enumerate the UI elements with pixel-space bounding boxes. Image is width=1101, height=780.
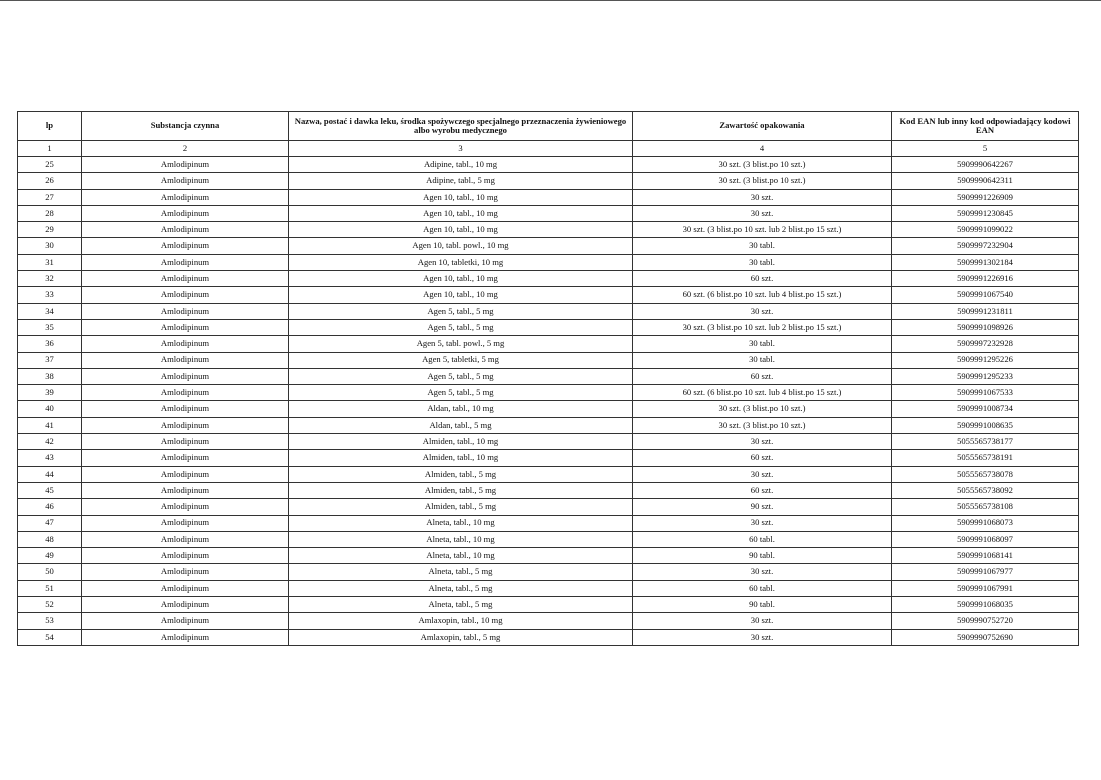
table-row bbox=[18, 629, 1079, 645]
cell-package-content: 30 tabl. bbox=[633, 254, 892, 270]
cell-product-name: Amlaxopin, tabl., 10 mg bbox=[289, 613, 633, 629]
page-top-rule bbox=[0, 0, 1101, 1]
cell-lp: 39 bbox=[18, 385, 82, 401]
cell-lp: 38 bbox=[18, 368, 82, 384]
header-lp: lp bbox=[18, 112, 82, 141]
cell-active-substance: Amlodipinum bbox=[82, 336, 289, 352]
cell-package-content: 30 szt. bbox=[633, 466, 892, 482]
cell-package-content: 60 szt. (6 blist.po 10 szt. lub 4 blist.po 15 szt.) bbox=[633, 287, 892, 303]
cell-active-substance: Amlodipinum bbox=[82, 401, 289, 417]
cell-active-substance: Amlodipinum bbox=[82, 597, 289, 613]
cell-product-name: Agen 5, tabl., 5 mg bbox=[289, 385, 633, 401]
cell-ean-code: 5909991226909 bbox=[892, 189, 1079, 205]
cell-ean-code: 5909991295226 bbox=[892, 352, 1079, 368]
cell-package-content: 30 szt. bbox=[633, 613, 892, 629]
cell-ean-code: 5909990752690 bbox=[892, 629, 1079, 645]
cell-active-substance: Amlodipinum bbox=[82, 189, 289, 205]
cell-ean-code: 5909991302184 bbox=[892, 254, 1079, 270]
cell-ean-code: 5909991067991 bbox=[892, 580, 1079, 596]
cell-active-substance: Amlodipinum bbox=[82, 613, 289, 629]
cell-package-content: 60 szt. bbox=[633, 482, 892, 498]
cell-product-name: Almiden, tabl., 5 mg bbox=[289, 499, 633, 515]
cell-lp: 43 bbox=[18, 450, 82, 466]
cell-package-content: 90 tabl. bbox=[633, 548, 892, 564]
cell-package-content: 30 szt. bbox=[633, 205, 892, 221]
cell-product-name: Agen 10, tabl., 10 mg bbox=[289, 189, 633, 205]
cell-ean-code: 5055565738177 bbox=[892, 434, 1079, 450]
cell-product-name: Almiden, tabl., 10 mg bbox=[289, 434, 633, 450]
cell-product-name: Almiden, tabl., 10 mg bbox=[289, 450, 633, 466]
cell-package-content: 90 szt. bbox=[633, 499, 892, 515]
cell-active-substance: Amlodipinum bbox=[82, 548, 289, 564]
table-header-row bbox=[18, 112, 1079, 141]
cell-lp: 30 bbox=[18, 238, 82, 254]
table-row bbox=[18, 336, 1079, 352]
header-ean-code: Kod EAN lub inny kod odpowiadający kodowi EAN bbox=[892, 112, 1079, 141]
cell-active-substance: Amlodipinum bbox=[82, 417, 289, 433]
cell-product-name: Aldan, tabl., 5 mg bbox=[289, 417, 633, 433]
column-number: 5 bbox=[892, 141, 1079, 157]
cell-active-substance: Amlodipinum bbox=[82, 222, 289, 238]
cell-package-content: 30 szt. (3 blist.po 10 szt. lub 2 blist.po 15 szt.) bbox=[633, 222, 892, 238]
cell-product-name: Agen 5, tabl. powl., 5 mg bbox=[289, 336, 633, 352]
cell-lp: 29 bbox=[18, 222, 82, 238]
cell-lp: 36 bbox=[18, 336, 82, 352]
cell-active-substance: Amlodipinum bbox=[82, 564, 289, 580]
table-row bbox=[18, 303, 1079, 319]
table-row bbox=[18, 450, 1079, 466]
cell-lp: 41 bbox=[18, 417, 82, 433]
cell-active-substance: Amlodipinum bbox=[82, 450, 289, 466]
cell-ean-code: 5909991068073 bbox=[892, 515, 1079, 531]
cell-product-name: Agen 10, tabletki, 10 mg bbox=[289, 254, 633, 270]
cell-ean-code: 5909991226916 bbox=[892, 271, 1079, 287]
drug-list-table bbox=[17, 111, 1079, 646]
cell-package-content: 30 szt. (3 blist.po 10 szt.) bbox=[633, 401, 892, 417]
cell-package-content: 30 szt. (3 blist.po 10 szt.) bbox=[633, 157, 892, 173]
cell-product-name: Agen 5, tabl., 5 mg bbox=[289, 319, 633, 335]
cell-lp: 53 bbox=[18, 613, 82, 629]
cell-product-name: Adipine, tabl., 5 mg bbox=[289, 173, 633, 189]
cell-lp: 52 bbox=[18, 597, 82, 613]
table-row bbox=[18, 319, 1079, 335]
table-row bbox=[18, 287, 1079, 303]
cell-ean-code: 5055565738078 bbox=[892, 466, 1079, 482]
cell-product-name: Alneta, tabl., 10 mg bbox=[289, 515, 633, 531]
cell-product-name: Adipine, tabl., 10 mg bbox=[289, 157, 633, 173]
cell-active-substance: Amlodipinum bbox=[82, 173, 289, 189]
cell-active-substance: Amlodipinum bbox=[82, 303, 289, 319]
cell-lp: 27 bbox=[18, 189, 82, 205]
cell-package-content: 30 szt. bbox=[633, 629, 892, 645]
cell-product-name: Agen 10, tabl., 10 mg bbox=[289, 271, 633, 287]
table-row bbox=[18, 613, 1079, 629]
cell-lp: 37 bbox=[18, 352, 82, 368]
table-row bbox=[18, 548, 1079, 564]
column-number: 4 bbox=[633, 141, 892, 157]
cell-ean-code: 5909997232928 bbox=[892, 336, 1079, 352]
table-row bbox=[18, 531, 1079, 547]
cell-ean-code: 5909991067977 bbox=[892, 564, 1079, 580]
cell-ean-code: 5055565738108 bbox=[892, 499, 1079, 515]
cell-package-content: 60 szt. bbox=[633, 271, 892, 287]
cell-active-substance: Amlodipinum bbox=[82, 271, 289, 287]
cell-active-substance: Amlodipinum bbox=[82, 319, 289, 335]
cell-lp: 47 bbox=[18, 515, 82, 531]
table-row bbox=[18, 482, 1079, 498]
table-row bbox=[18, 597, 1079, 613]
cell-package-content: 30 szt. bbox=[633, 515, 892, 531]
cell-package-content: 60 tabl. bbox=[633, 580, 892, 596]
table-row bbox=[18, 385, 1079, 401]
table-row bbox=[18, 238, 1079, 254]
cell-active-substance: Amlodipinum bbox=[82, 629, 289, 645]
table-row bbox=[18, 515, 1079, 531]
cell-active-substance: Amlodipinum bbox=[82, 531, 289, 547]
column-number: 3 bbox=[289, 141, 633, 157]
cell-ean-code: 5909991230845 bbox=[892, 205, 1079, 221]
cell-active-substance: Amlodipinum bbox=[82, 352, 289, 368]
cell-active-substance: Amlodipinum bbox=[82, 368, 289, 384]
cell-active-substance: Amlodipinum bbox=[82, 254, 289, 270]
cell-product-name: Almiden, tabl., 5 mg bbox=[289, 482, 633, 498]
cell-lp: 46 bbox=[18, 499, 82, 515]
cell-package-content: 30 szt. (3 blist.po 10 szt.) bbox=[633, 173, 892, 189]
table-body bbox=[18, 157, 1079, 646]
cell-product-name: Agen 10, tabl., 10 mg bbox=[289, 205, 633, 221]
cell-ean-code: 5909991067540 bbox=[892, 287, 1079, 303]
cell-product-name: Alneta, tabl., 5 mg bbox=[289, 597, 633, 613]
table-row bbox=[18, 564, 1079, 580]
cell-package-content: 30 szt. (3 blist.po 10 szt. lub 2 blist.po 15 szt.) bbox=[633, 319, 892, 335]
table-row bbox=[18, 466, 1079, 482]
cell-package-content: 30 tabl. bbox=[633, 238, 892, 254]
cell-product-name: Aldan, tabl., 10 mg bbox=[289, 401, 633, 417]
cell-package-content: 30 tabl. bbox=[633, 336, 892, 352]
table-column-number-row bbox=[18, 141, 1079, 157]
cell-product-name: Agen 5, tabl., 5 mg bbox=[289, 368, 633, 384]
cell-product-name: Amlaxopin, tabl., 5 mg bbox=[289, 629, 633, 645]
table-row bbox=[18, 173, 1079, 189]
table-row bbox=[18, 401, 1079, 417]
cell-ean-code: 5909991098926 bbox=[892, 319, 1079, 335]
cell-product-name: Alneta, tabl., 10 mg bbox=[289, 548, 633, 564]
column-number: 1 bbox=[18, 141, 82, 157]
table-row bbox=[18, 205, 1079, 221]
cell-product-name: Agen 5, tabletki, 5 mg bbox=[289, 352, 633, 368]
cell-package-content: 60 szt. bbox=[633, 450, 892, 466]
cell-lp: 31 bbox=[18, 254, 82, 270]
cell-product-name: Agen 10, tabl., 10 mg bbox=[289, 222, 633, 238]
cell-lp: 54 bbox=[18, 629, 82, 645]
cell-package-content: 30 tabl. bbox=[633, 352, 892, 368]
cell-ean-code: 5909990642267 bbox=[892, 157, 1079, 173]
cell-package-content: 30 szt. bbox=[633, 434, 892, 450]
table-row bbox=[18, 254, 1079, 270]
table-row bbox=[18, 189, 1079, 205]
table-row bbox=[18, 352, 1079, 368]
cell-package-content: 30 szt. bbox=[633, 189, 892, 205]
cell-ean-code: 5909991231811 bbox=[892, 303, 1079, 319]
cell-ean-code: 5909991008734 bbox=[892, 401, 1079, 417]
table-row bbox=[18, 580, 1079, 596]
cell-product-name: Agen 10, tabl. powl., 10 mg bbox=[289, 238, 633, 254]
cell-ean-code: 5909990642311 bbox=[892, 173, 1079, 189]
cell-active-substance: Amlodipinum bbox=[82, 515, 289, 531]
cell-package-content: 90 tabl. bbox=[633, 597, 892, 613]
table-row bbox=[18, 157, 1079, 173]
cell-ean-code: 5909991099022 bbox=[892, 222, 1079, 238]
cell-active-substance: Amlodipinum bbox=[82, 499, 289, 515]
cell-lp: 49 bbox=[18, 548, 82, 564]
table-row bbox=[18, 222, 1079, 238]
cell-package-content: 30 szt. bbox=[633, 564, 892, 580]
cell-product-name: Alneta, tabl., 10 mg bbox=[289, 531, 633, 547]
cell-ean-code: 5909991068141 bbox=[892, 548, 1079, 564]
cell-active-substance: Amlodipinum bbox=[82, 466, 289, 482]
cell-lp: 45 bbox=[18, 482, 82, 498]
cell-product-name: Agen 5, tabl., 5 mg bbox=[289, 303, 633, 319]
cell-ean-code: 5909991068035 bbox=[892, 597, 1079, 613]
cell-lp: 35 bbox=[18, 319, 82, 335]
cell-lp: 48 bbox=[18, 531, 82, 547]
cell-ean-code: 5909991295233 bbox=[892, 368, 1079, 384]
cell-ean-code: 5055565738191 bbox=[892, 450, 1079, 466]
table-row bbox=[18, 417, 1079, 433]
cell-active-substance: Amlodipinum bbox=[82, 238, 289, 254]
cell-ean-code: 5909991008635 bbox=[892, 417, 1079, 433]
cell-active-substance: Amlodipinum bbox=[82, 157, 289, 173]
cell-lp: 25 bbox=[18, 157, 82, 173]
cell-lp: 28 bbox=[18, 205, 82, 221]
column-number: 2 bbox=[82, 141, 289, 157]
cell-package-content: 60 szt. (6 blist.po 10 szt. lub 4 blist.po 15 szt.) bbox=[633, 385, 892, 401]
cell-ean-code: 5909991068097 bbox=[892, 531, 1079, 547]
cell-ean-code: 5909991067533 bbox=[892, 385, 1079, 401]
cell-active-substance: Amlodipinum bbox=[82, 580, 289, 596]
cell-package-content: 30 szt. (3 blist.po 10 szt.) bbox=[633, 417, 892, 433]
cell-ean-code: 5055565738092 bbox=[892, 482, 1079, 498]
cell-active-substance: Amlodipinum bbox=[82, 482, 289, 498]
header-package-content: Zawartość opakowania bbox=[633, 112, 892, 141]
cell-product-name: Alneta, tabl., 5 mg bbox=[289, 580, 633, 596]
cell-active-substance: Amlodipinum bbox=[82, 434, 289, 450]
cell-lp: 42 bbox=[18, 434, 82, 450]
cell-product-name: Almiden, tabl., 5 mg bbox=[289, 466, 633, 482]
table-row bbox=[18, 271, 1079, 287]
cell-ean-code: 5909990752720 bbox=[892, 613, 1079, 629]
table-row bbox=[18, 499, 1079, 515]
cell-lp: 40 bbox=[18, 401, 82, 417]
table-row bbox=[18, 368, 1079, 384]
cell-lp: 26 bbox=[18, 173, 82, 189]
cell-active-substance: Amlodipinum bbox=[82, 205, 289, 221]
cell-active-substance: Amlodipinum bbox=[82, 287, 289, 303]
cell-lp: 51 bbox=[18, 580, 82, 596]
table-row bbox=[18, 434, 1079, 450]
cell-package-content: 60 tabl. bbox=[633, 531, 892, 547]
cell-package-content: 30 szt. bbox=[633, 303, 892, 319]
cell-product-name: Alneta, tabl., 5 mg bbox=[289, 564, 633, 580]
cell-lp: 32 bbox=[18, 271, 82, 287]
cell-lp: 44 bbox=[18, 466, 82, 482]
header-product-name: Nazwa, postać i dawka leku, środka spożywczego specjalnego przeznaczenia żywieniowego albo wyrobu medycznego bbox=[289, 112, 633, 141]
cell-lp: 34 bbox=[18, 303, 82, 319]
cell-product-name: Agen 10, tabl., 10 mg bbox=[289, 287, 633, 303]
cell-lp: 33 bbox=[18, 287, 82, 303]
cell-ean-code: 5909997232904 bbox=[892, 238, 1079, 254]
header-active-substance: Substancja czynna bbox=[82, 112, 289, 141]
cell-active-substance: Amlodipinum bbox=[82, 385, 289, 401]
cell-lp: 50 bbox=[18, 564, 82, 580]
cell-package-content: 60 szt. bbox=[633, 368, 892, 384]
